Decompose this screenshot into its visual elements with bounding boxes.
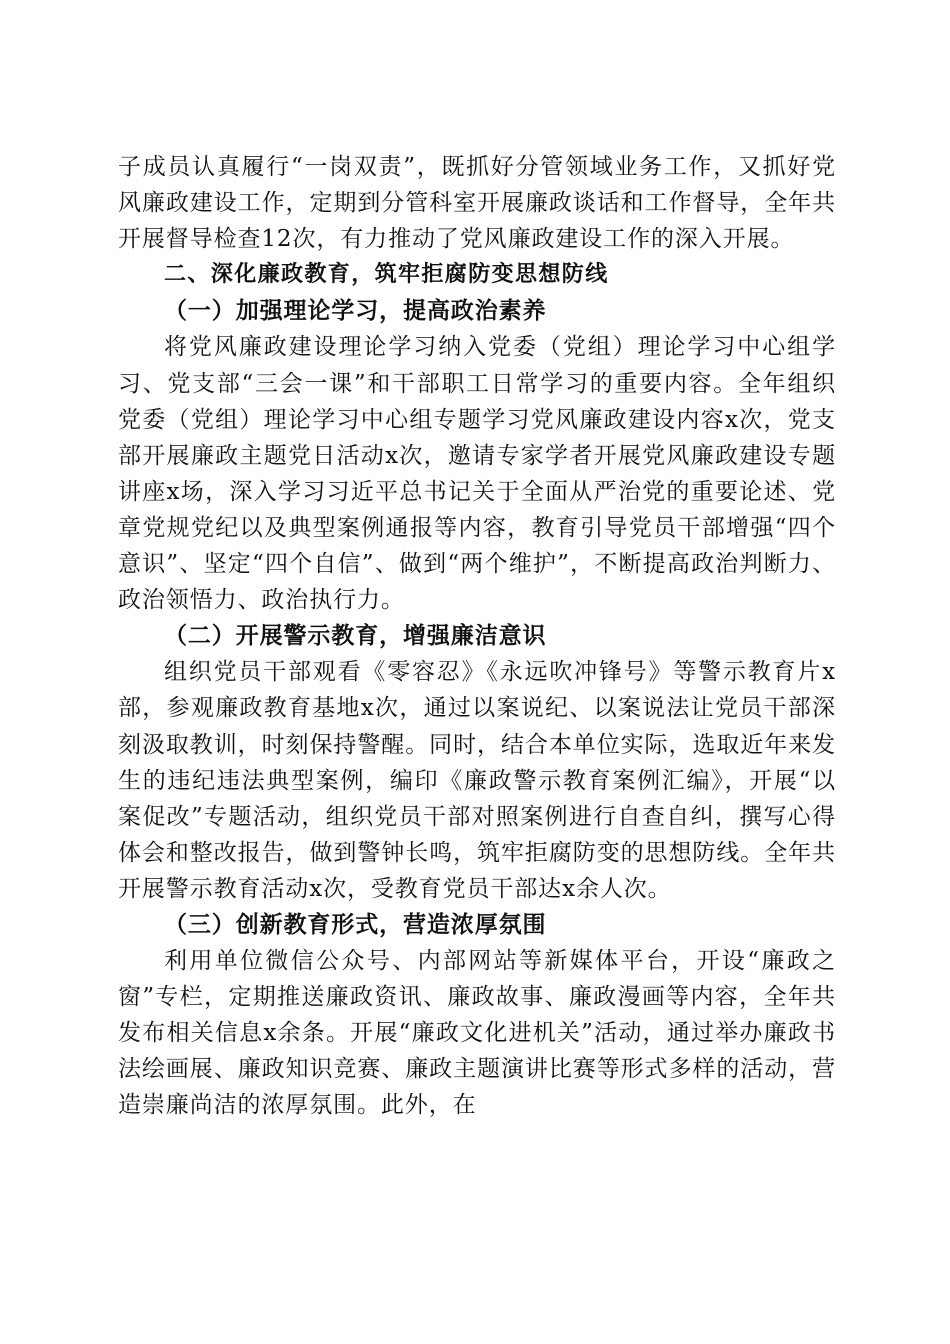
subsection-2-title: （二）开展警示教育，增强廉洁意识 — [164, 622, 547, 650]
subsection-2-body: 组织党员干部观看《零容忍》《永远吹冲锋号》等警示教育片x部，参观廉政教育基地x次，通过以案说纪、以案说法让党员干部深刻汲取教训，时刻保持警醒。同时，结合本单位实际，选取近年来发生的违纪违法典型案例，编印《廉政警示教育案例汇编》，开展“以案促改”专题活动，组织党员干部对照案例进行自查自纠，撰写心得体会和整改报告，做到警钟长鸣，筑牢拒腐防变的思想防线。全年共开展警示教育活动x次，受教育党员干部达x余人次。 — [118, 659, 836, 902]
subsection-3-title: （三）创新教育形式，营造浓厚氛围 — [164, 910, 547, 938]
paragraph-continuation: 子成员认真履行“一岗双责”，既抓好分管领域业务工作，又抓好党风廉政建设工作，定期到分管科室开展廉政谈话和工作督导，全年共开展督导检查12次，有力推动了党风廉政建设工作的深入开展。 — [118, 154, 836, 253]
subsection-1-body: 将党风廉政建设理论学习纳入党委（党组）理论学习中心组学习、党支部“三会一课”和干部职工日常学习的重要内容。全年组织党委（党组）理论学习中心组专题学习党风廉政建设内容x次，党支部开展廉政主题党日活动x次，邀请专家学者开展党风廉政建设专题讲座x场，深入学习习近平总书记关于全面从严治党的重要论述、党章党规党纪以及典型案例通报等内容，教育引导党员干部增强“四个意识”、坚定“四个自信”、做到“两个维护”，不断提高政治判断力、政治领悟力、政治执行力。 — [118, 334, 836, 614]
document-body — [118, 149, 836, 1124]
subsection-3-body: 利用单位微信公众号、内部网站等新媒体平台，开设“廉政之窗”专栏，定期推送廉政资讯、廉政故事、廉政漫画等内容，全年共发布相关信息x余条。开展“廉政文化进机关”活动，通过举办廉政书法绘画展、廉政知识竞赛、廉政主题演讲比赛等形式多样的活动，营造崇廉尚洁的浓厚氛围。此外，在 — [118, 948, 836, 1119]
section-2-title: 二、深化廉政教育，筑牢拒腐防变思想防线 — [164, 262, 609, 288]
subsection-1-title: （一）加强理论学习，提高政治素养 — [164, 297, 547, 325]
